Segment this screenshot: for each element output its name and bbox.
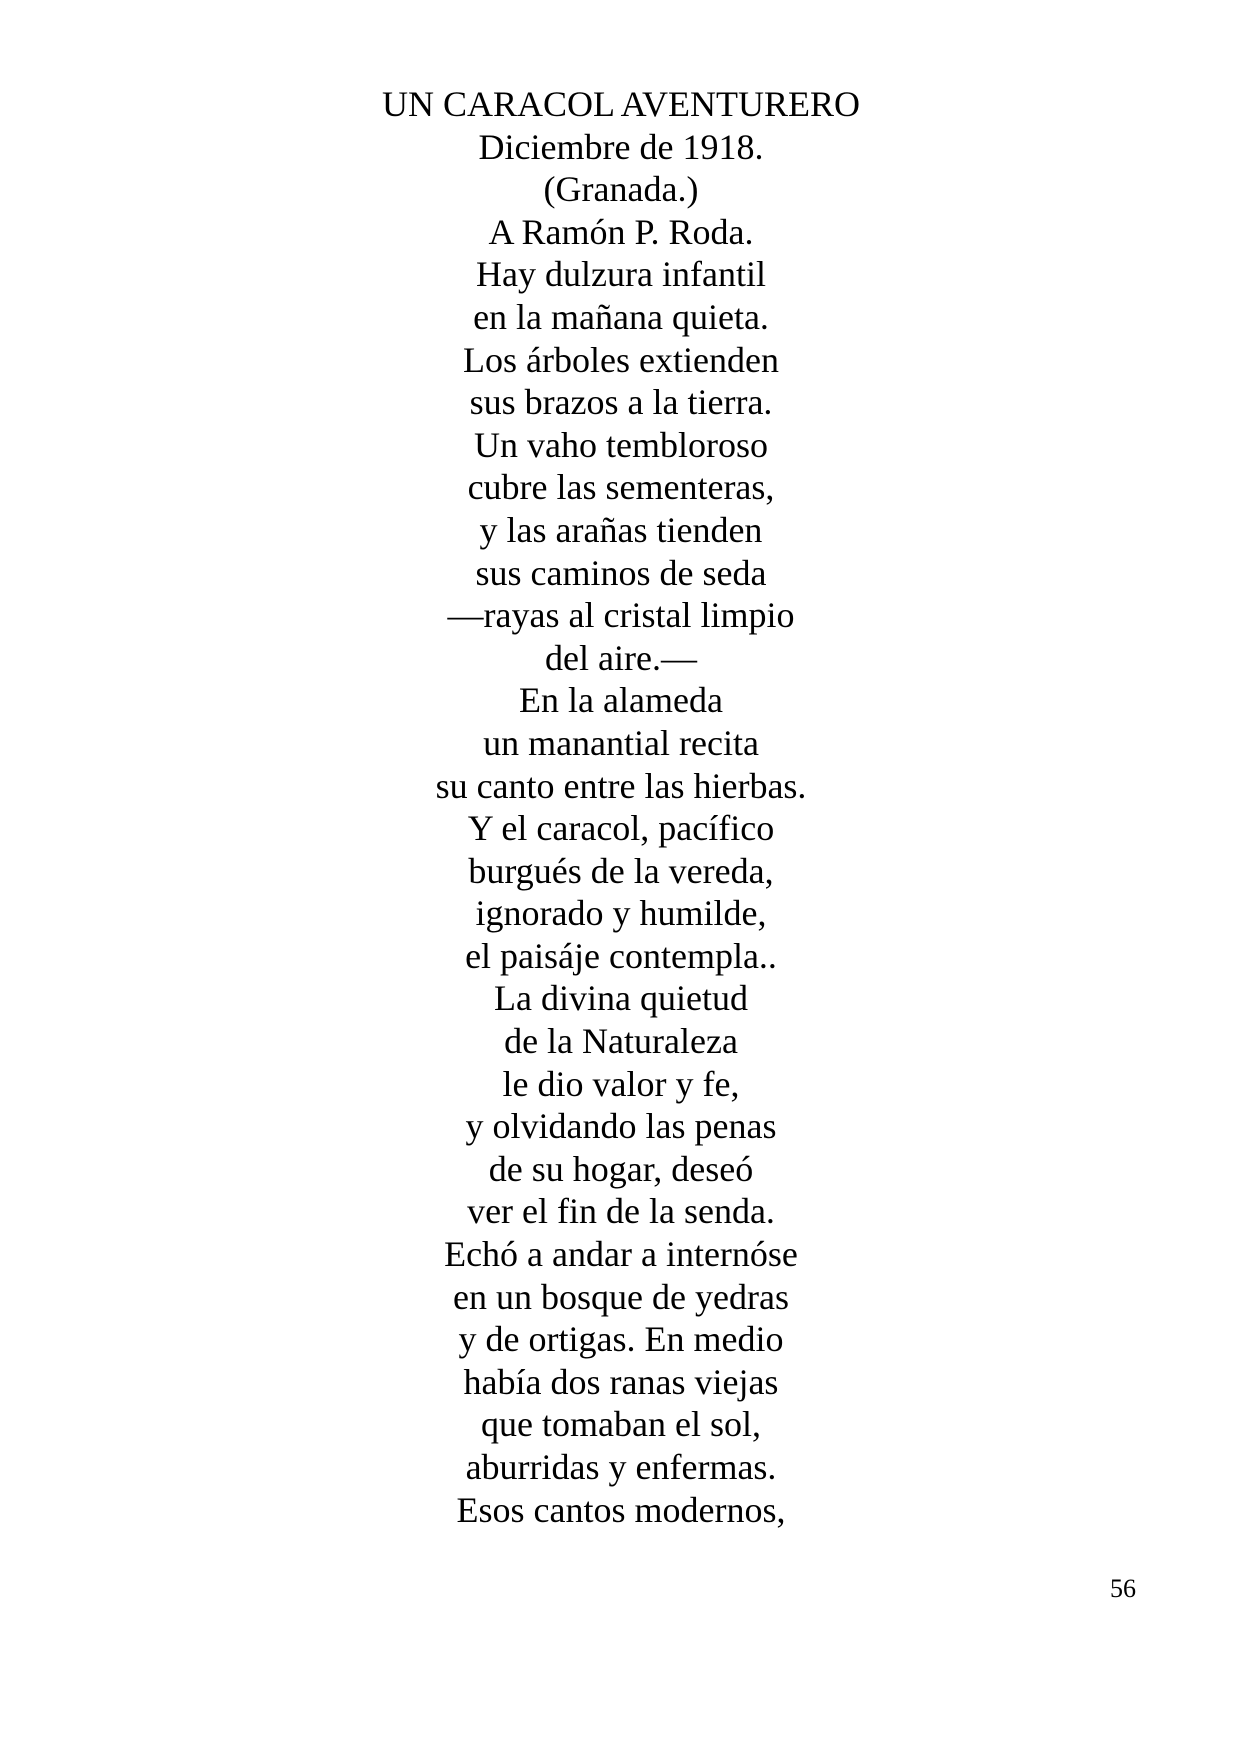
- verse-line: Y el caracol, pacífico: [467, 808, 775, 849]
- verse-line: ver el fin de la senda.: [467, 1191, 775, 1232]
- verse-line: Esos cantos modernos,: [456, 1489, 786, 1530]
- verse-line: ignorado y humilde,: [475, 893, 767, 934]
- verse-line: en la mañana quieta.: [473, 296, 769, 337]
- poem-text: [0, 83, 1242, 1531]
- verse-line: en un bosque de yedras: [453, 1276, 789, 1317]
- verse-line: burgués de la vereda,: [468, 850, 774, 891]
- verse-line: En la alameda: [519, 680, 723, 721]
- verse-line: le dio valor y fe,: [502, 1063, 740, 1104]
- verse-line: su canto entre las hierbas.: [435, 765, 807, 806]
- verse-line: un manantial recita: [483, 722, 759, 763]
- verse-line: y olvidando las penas: [465, 1106, 777, 1147]
- verse-line: —rayas al cristal limpio: [447, 595, 795, 636]
- verse-line: de la Naturaleza: [504, 1021, 738, 1062]
- verse-line: de su hogar, deseó: [488, 1148, 754, 1189]
- verse-line: cubre las sementeras,: [467, 467, 775, 508]
- verse-line: del aire.—: [545, 637, 697, 678]
- poem-date: Diciembre de 1918.: [478, 126, 764, 167]
- verse-line: La divina quietud: [494, 978, 748, 1019]
- verse-line: que tomaban el sol,: [481, 1404, 761, 1445]
- poem-title: UN CARACOL AVENTURERO: [381, 84, 861, 124]
- verse-line: aburridas y enfermas.: [465, 1447, 777, 1487]
- poem-place: (Granada.): [543, 169, 699, 210]
- poem-dedication: A Ramón P. Roda.: [488, 211, 754, 252]
- verse-line: sus brazos a la tierra.: [469, 382, 773, 423]
- verse-line: Un vaho tembloroso: [474, 424, 768, 465]
- verse-line: y de ortigas. En medio: [458, 1319, 784, 1360]
- page-number: 56: [1110, 1574, 1136, 1603]
- verse-line: Echó a andar a internóse: [444, 1234, 798, 1275]
- verse-line: Hay dulzura infantil: [476, 254, 766, 295]
- verse-line: el paisáje contempla..: [465, 935, 777, 976]
- verse-line: y las arañas tienden: [479, 509, 763, 550]
- verse-line: sus caminos de seda: [475, 552, 767, 593]
- verse-line: Los árboles extienden: [463, 339, 779, 380]
- verse-line: había dos ranas viejas: [463, 1361, 779, 1402]
